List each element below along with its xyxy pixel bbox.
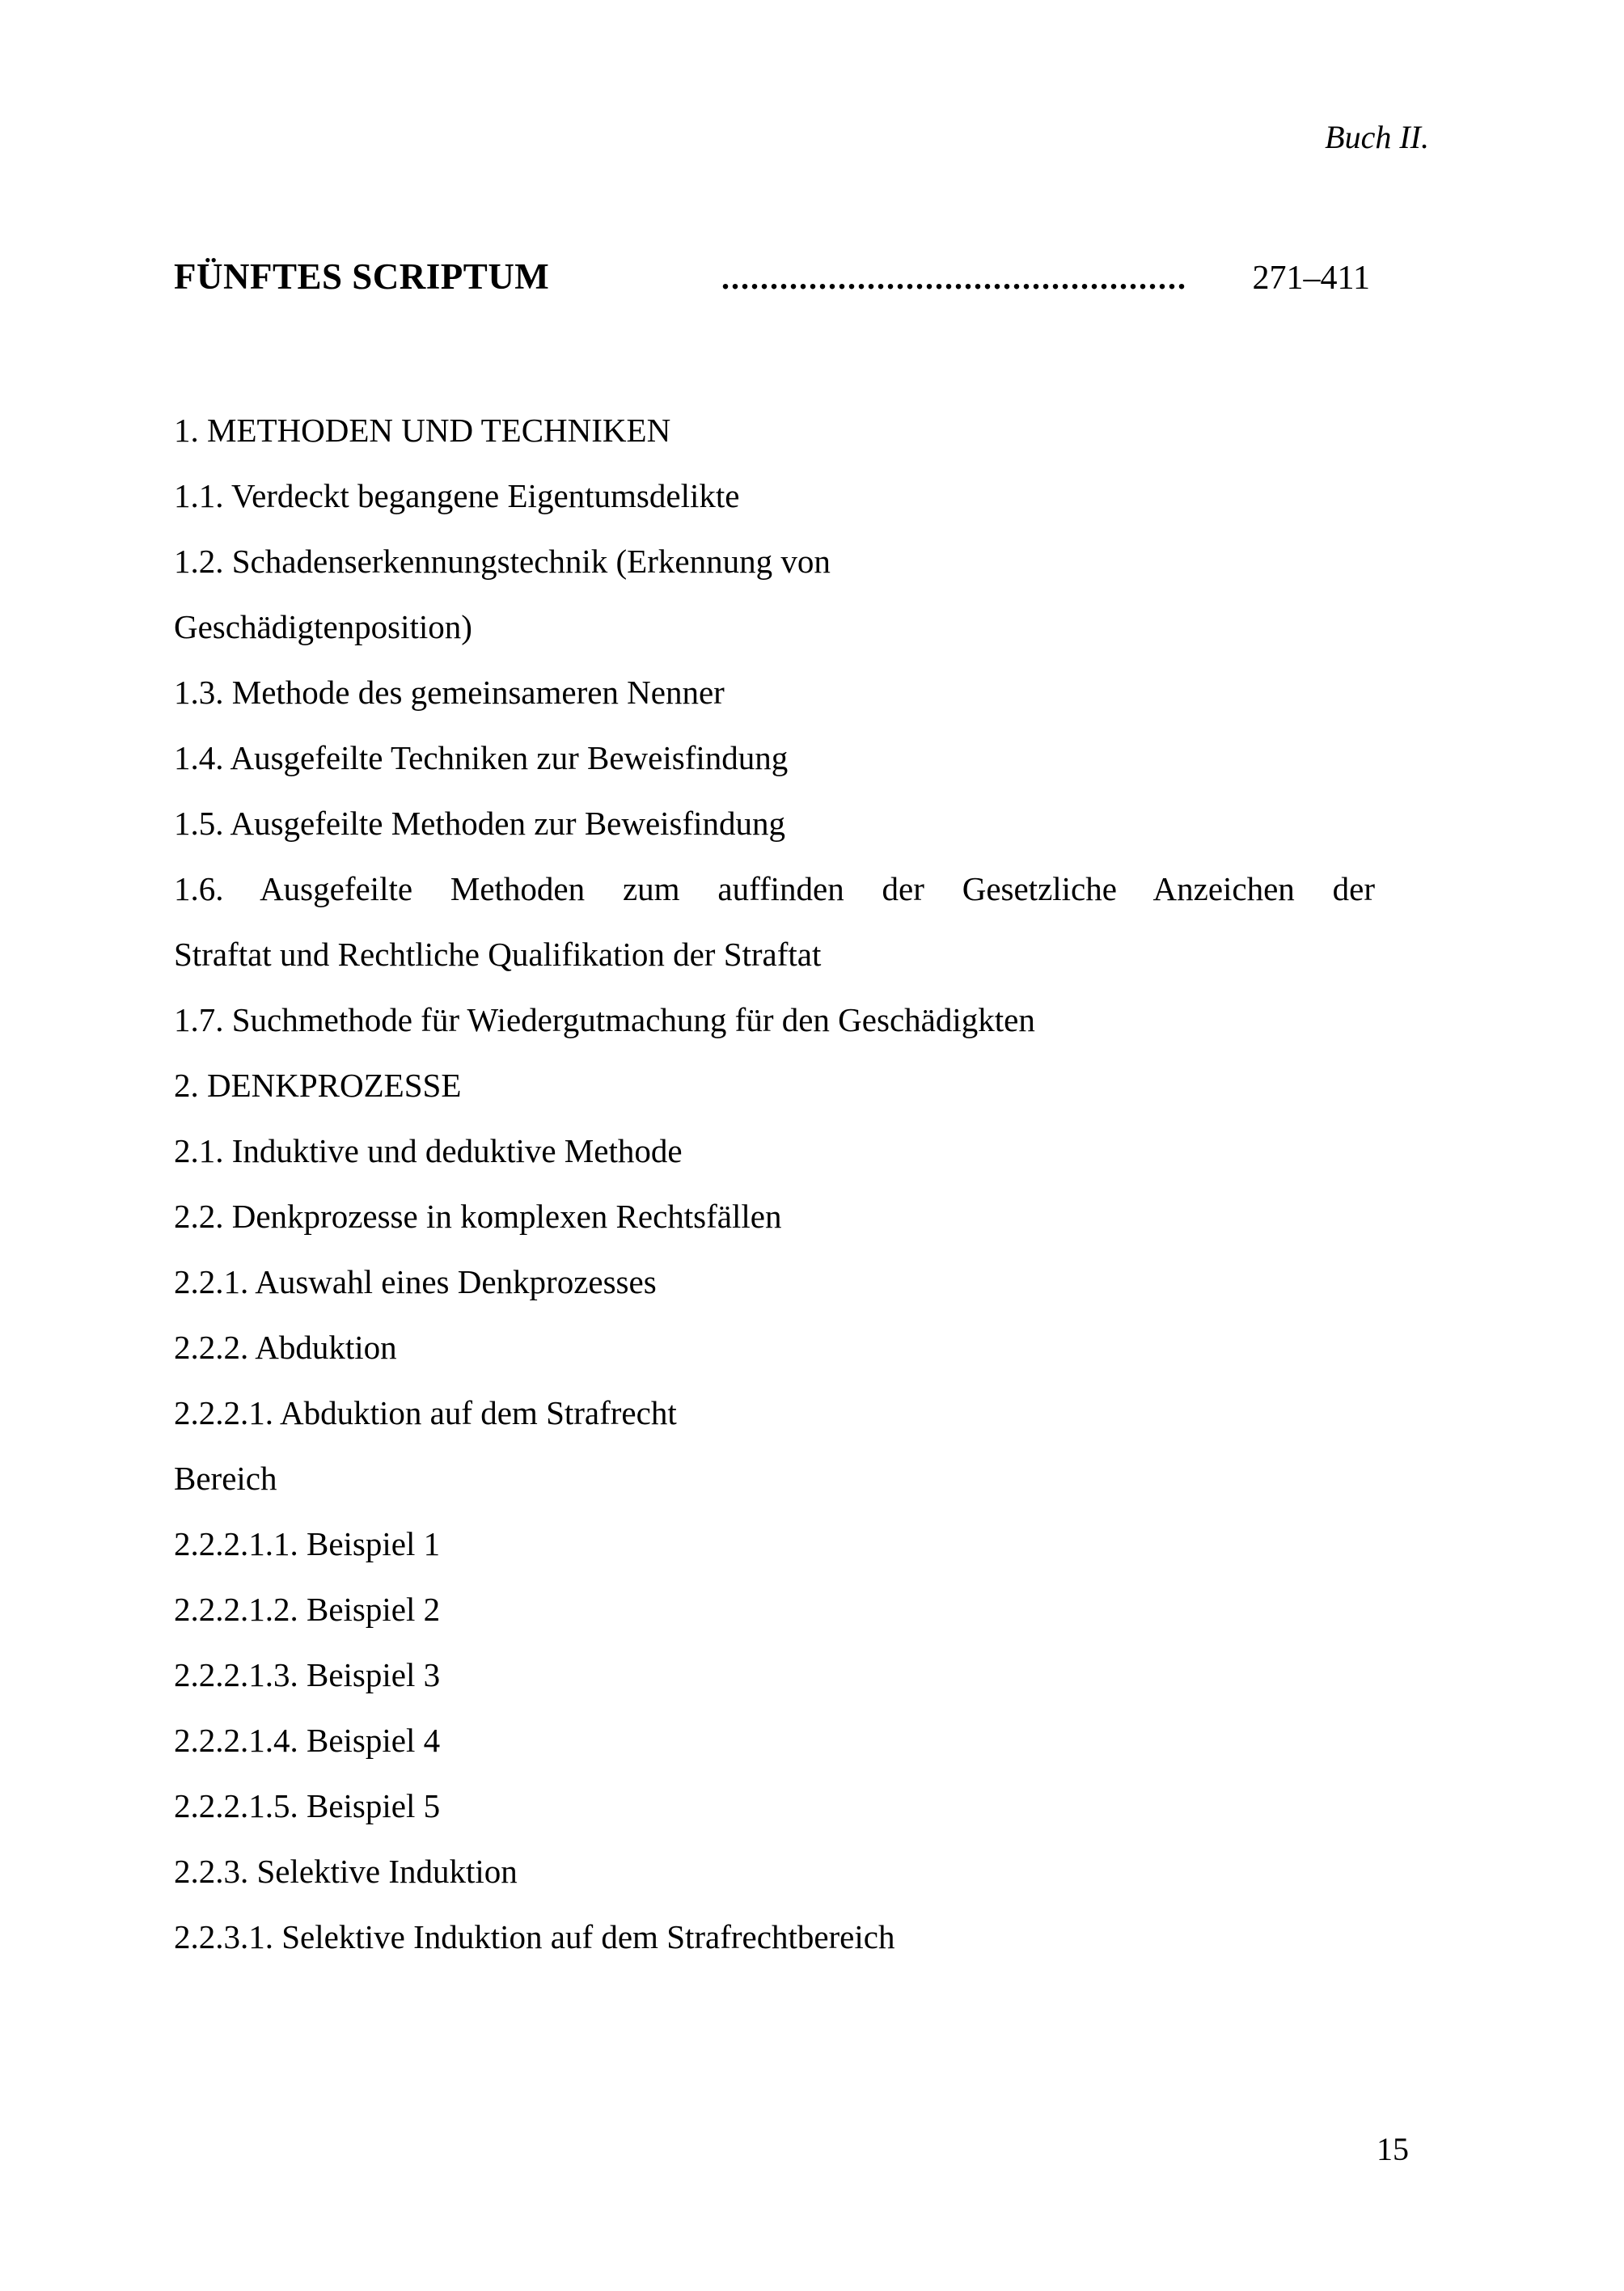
toc-list [174, 398, 1375, 1970]
running-header-text: Buch II. [1325, 119, 1429, 155]
toc-line: 1.4. Ausgefeilte Techniken zur Beweisfindung [174, 739, 789, 776]
toc-line: 2. DENKPROZESSE [174, 1067, 462, 1104]
toc-line: Straftat und Rechtliche Qualifikation der Straftat [174, 936, 822, 973]
toc-line: 1.1. Verdeckt begangene Eigentumsdelikte [174, 477, 740, 514]
toc-line: 2.2.1. Auswahl eines Denkprozesses [174, 1263, 657, 1300]
toc-line: 1.6. Ausgefeilte Methoden zum auffinden der Gesetzliche Anzeichen der [174, 870, 1375, 907]
toc-line: 2.2.2.1.3. Beispiel 3 [174, 1656, 441, 1693]
toc-page-range: 271–411 [1252, 260, 1370, 297]
toc-line: Bereich [174, 1460, 277, 1497]
toc-line: 1.3. Methode des gemeinsameren Nenner [174, 674, 725, 711]
toc-line: 1. METHODEN UND TECHNIKEN [174, 412, 671, 449]
running-header [0, 118, 1429, 157]
dot-leader: ................................................ [721, 260, 1187, 296]
toc-line: 2.2.2.1.1. Beispiel 1 [174, 1525, 441, 1562]
toc-line: 1.7. Suchmethode für Wiedergutmachung für den Geschädigkten [174, 1001, 1035, 1038]
toc-line: 2.2.2.1. Abduktion auf dem Strafrecht [174, 1394, 677, 1431]
toc-line: 2.2.2.1.2. Beispiel 2 [174, 1591, 441, 1628]
toc-line: 2.2.2. Abduktion [174, 1329, 397, 1366]
toc-line: 2.2.3.1. Selektive Induktion auf dem Strafrechtbereich [174, 1918, 895, 1955]
toc-line: 2.2. Denkprozesse in komplexen Rechtsfällen [174, 1198, 782, 1235]
toc-line: Geschädigtenposition) [174, 608, 472, 645]
toc-heading-row [174, 252, 1375, 310]
page-number: 15 [1377, 2131, 1409, 2167]
toc-line: 2.2.2.1.5. Beispiel 5 [174, 1787, 441, 1824]
toc-line: 2.1. Induktive und deduktive Methode [174, 1132, 683, 1169]
toc-section-title: FÜNFTES SCRIPTUM [174, 256, 550, 297]
toc-line: 1.5. Ausgefeilte Methoden zur Beweisfindung [174, 805, 786, 842]
toc-line: 1.2. Schadenserkennungstechnik (Erkennung von [174, 543, 831, 580]
toc-line: 2.2.3. Selektive Induktion [174, 1853, 518, 1890]
toc-line: 2.2.2.1.4. Beispiel 4 [174, 1722, 441, 1759]
